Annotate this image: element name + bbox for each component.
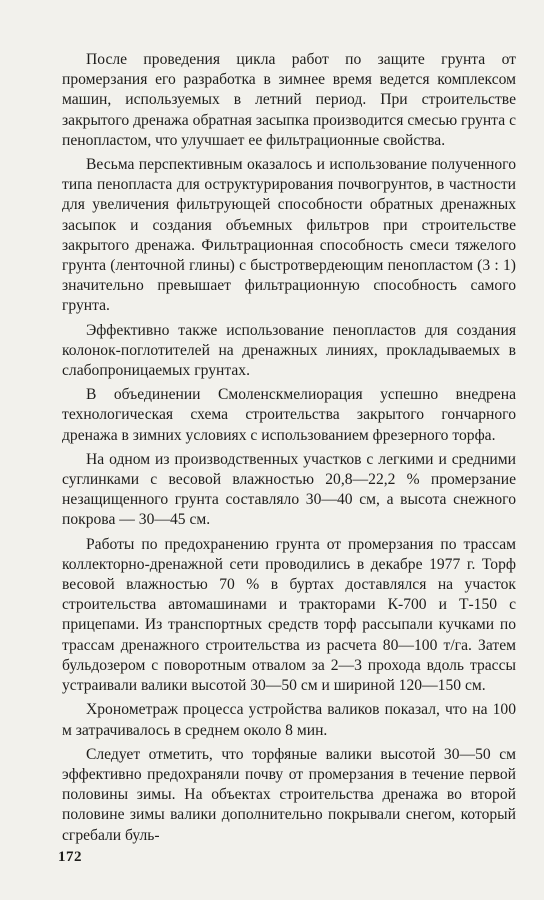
paragraph-4: В объединении Смоленскмелиорация успешно внедрена технологическая схема строительства закрытого гончарного дренажа в зимних условиях с использованием фрезерного торфа. <box>62 386 516 444</box>
page-number: 172 <box>58 849 82 865</box>
paragraph-1: После проведения цикла работ по защите грунта от промерзания его разработка в зимнее время ведется комплексом машин, используемых в летний период. При строительстве закрытого дренажа обратная засыпка производится смесью грунта с пенопластом, что улучшает ее фильтрационные свойства. <box>62 51 516 149</box>
paragraph-3: Эффективно также использование пенопластов для создания колонок-поглотителей на дренажных линиях, прокладываемых в слабопроницаемых грунтах. <box>62 321 516 380</box>
paragraph-6: Работы по предохранению грунта от промерзания по трассам коллекторно-дренажной сети проводились в декабре 1977 г. Торф весовой влажностью 70 % в буртах доставлялся на участок строительства автомашинами и тракторами К-700 и Т-150 с прицепами. Из транспортных средств торф рассыпали кучками по трассам дренажного строительства из расчета 80—100 т/га. Затем бульдозером с поворотным отвалом за 2—3 прохода вдоль трассы устраивали валики высотой 30—50 см и шириной 120—150 см. <box>62 535 516 695</box>
body-text <box>62 50 516 850</box>
paragraph-5: На одном из производственных участков с легкими и средними суглинками с весовой влажностью 20,8—22,2 % промерзание незащищенного грунта составляло 30—40 см, а высота снежного покрова — 30—45 см. <box>62 450 516 529</box>
paragraph-8: Следует отметить, что торфяные валики высотой 30—50 см эффективно предохраняли почву от промерзания в течение первой половины зимы. На объектах строительства дренажа во второй половине зимы валики дополнительно покрывали снегом, который сгребали буль- <box>62 745 516 844</box>
paragraph-2: Весьма перспективным оказалось и использование полученного типа пенопласта для оструктурирования почвогрунтов, в частности для увеличения фильтрующей способности обратных дренажных засыпок и создания объемных фильтров при строительстве закрытого дренажа. Фильтрационная способность смеси тяжелого грунта (ленточной глины) с быстротвердеющим пенопластом (3 : 1) значительно превышает фильтрационную способность самого грунта. <box>62 156 516 315</box>
paragraph-7: Хронометраж процесса устройства валиков показал, что на 100 м затрачивалось в среднем около 8 мин. <box>62 701 516 739</box>
